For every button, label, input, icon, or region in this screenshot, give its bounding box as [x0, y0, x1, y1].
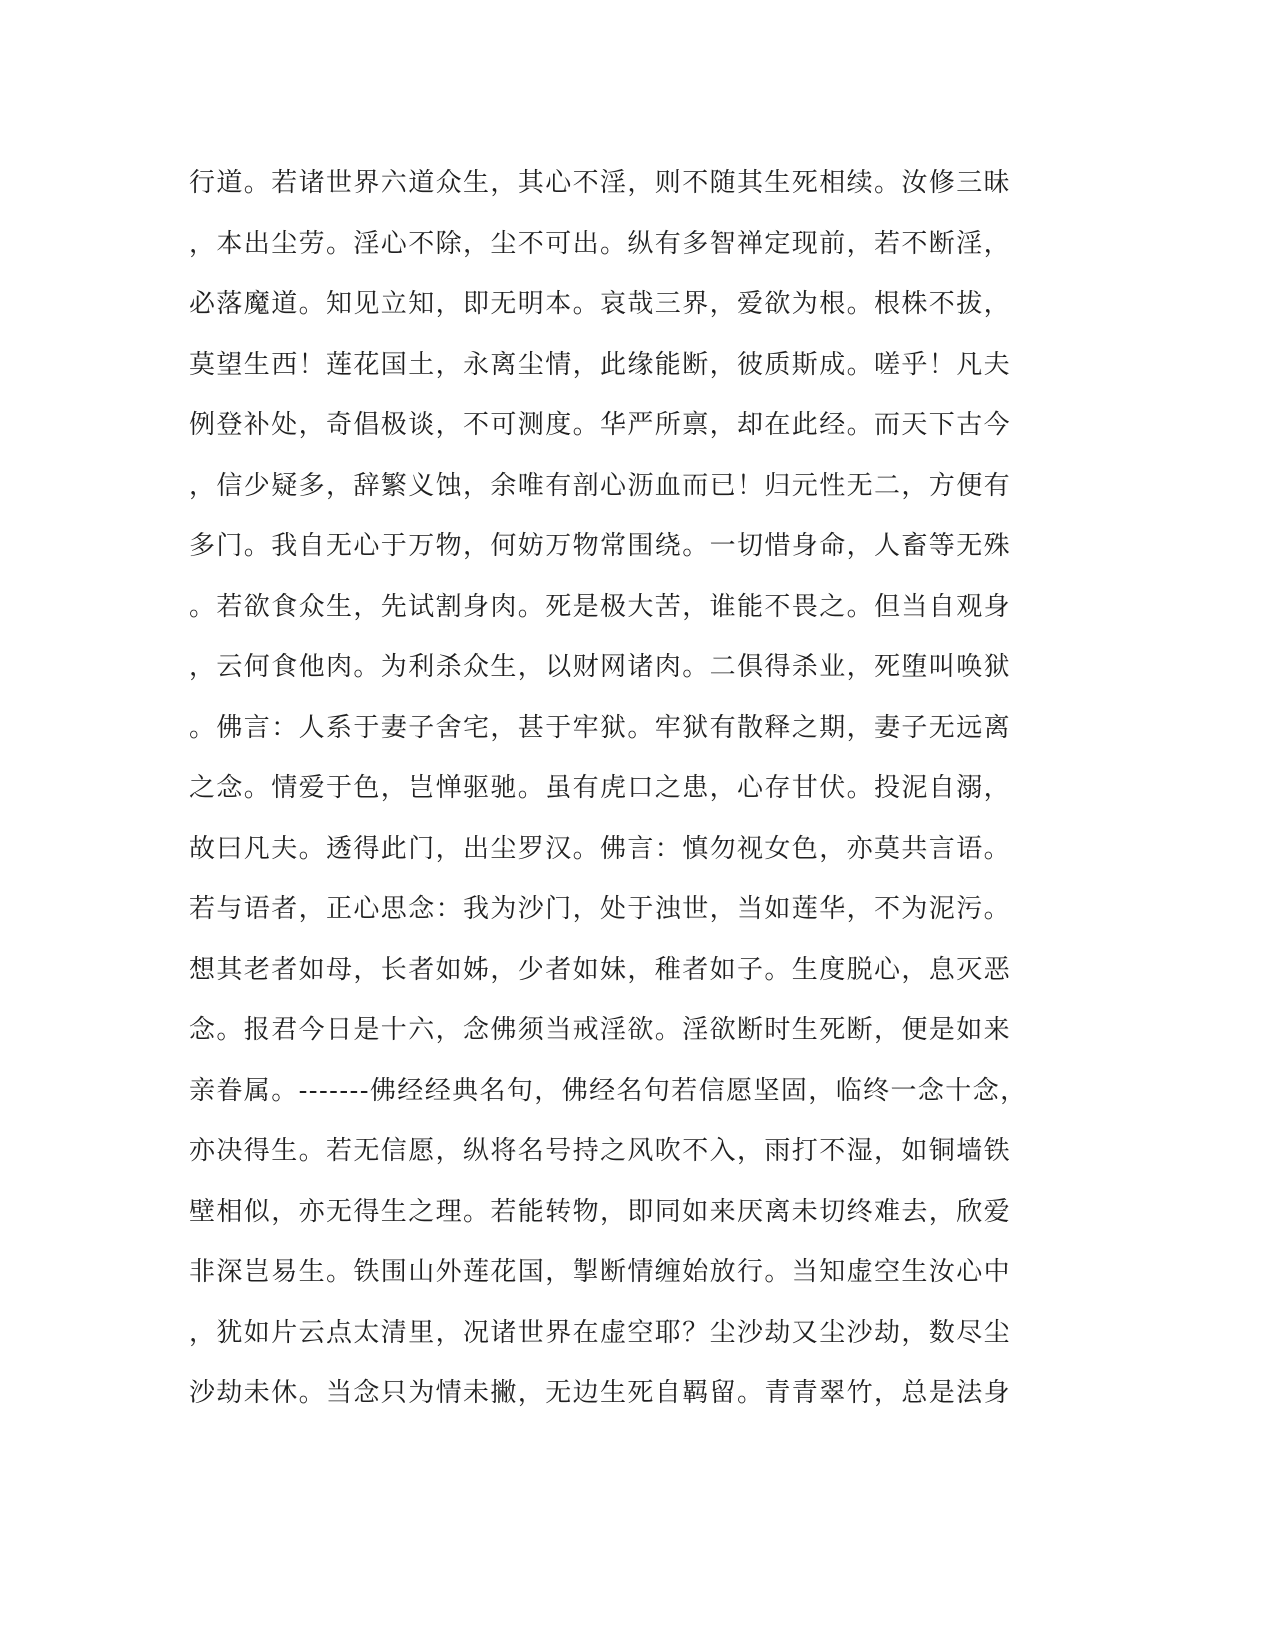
- text-line: 亲眷属。-------佛经经典名句，佛经名句若信愿坚固，临终一念十念，: [189, 1075, 1028, 1106]
- text-line: 行道。若诸世界六道众生，其心不淫，则不随其生死相续。汝修三昧: [189, 168, 1012, 198]
- text-line: 莫望生西！莲花国土，永离尘情，此缘能断，彼质斯成。嗟乎！凡夫: [189, 349, 1012, 380]
- text-line: 若与语者，正心思念：我为沙门，处于浊世，当如莲华，不为泥污。: [189, 894, 1012, 924]
- text-line: 必落魔道。知见立知，即无明本。哀哉三界，爱欲为根。根株不拔，: [189, 289, 1012, 319]
- text-line: 非深岂易生。铁围山外莲花国，掣断情缠始放行。当知虚空生汝心中: [189, 1257, 1012, 1287]
- text-line: 念。报君今日是十六，念佛须当戒淫欲。淫欲断时生死断，便是如来: [189, 1015, 1012, 1045]
- text-line: ，信少疑多，辞繁义蚀，余唯有剖心沥血而已！归元性无二，方便有: [189, 470, 1012, 501]
- text-line: 。佛言：人系于妻子舍宅，甚于牢狱。牢狱有散释之期，妻子无远离: [189, 712, 1012, 743]
- text-line: ，犹如片云点太清里，况诸世界在虚空耶？尘沙劫又尘沙劫，数尽尘: [189, 1317, 1012, 1348]
- text-line: 例登补处，奇倡极谈，不可测度。华严所禀，却在此经。而天下古今: [189, 410, 1012, 440]
- text-line: 之念。情爱于色，岂惮驱驰。虽有虎口之患，心存甘伏。投泥自溺，: [189, 773, 1012, 803]
- text-line: 想其老者如母，长者如姊，少者如妹，稚者如子。生度脱心，息灭恶: [189, 954, 1012, 985]
- text-line: ，本出尘劳。淫心不除，尘不可出。纵有多智禅定现前，若不断淫，: [189, 228, 1012, 259]
- text-line: 亦决得生。若无信愿，纵将名号持之风吹不入，雨打不湿，如铜墙铁: [189, 1136, 1012, 1166]
- document-body-text: [189, 162, 1069, 1433]
- text-line: 多门。我自无心于万物，何妨万物常围绕。一切惜身命，人畜等无殊: [189, 531, 1012, 561]
- text-line: 故曰凡夫。透得此门，出尘罗汉。佛言：慎勿视女色，亦莫共言语。: [189, 833, 1012, 864]
- text-line: ，云何食他肉。为利杀众生，以财网诸肉。二俱得杀业，死堕叫唤狱: [189, 652, 1012, 682]
- text-line: 。若欲食众生，先试割身肉。死是极大苦，谁能不畏之。但当自观身: [189, 591, 1012, 622]
- text-line: 壁相似，亦无得生之理。若能转物，即同如来厌离未切终难去，欣爱: [189, 1196, 1012, 1227]
- text-line: 沙劫未休。当念只为情未撇，无边生死自羁留。青青翠竹，总是法身: [189, 1378, 1012, 1408]
